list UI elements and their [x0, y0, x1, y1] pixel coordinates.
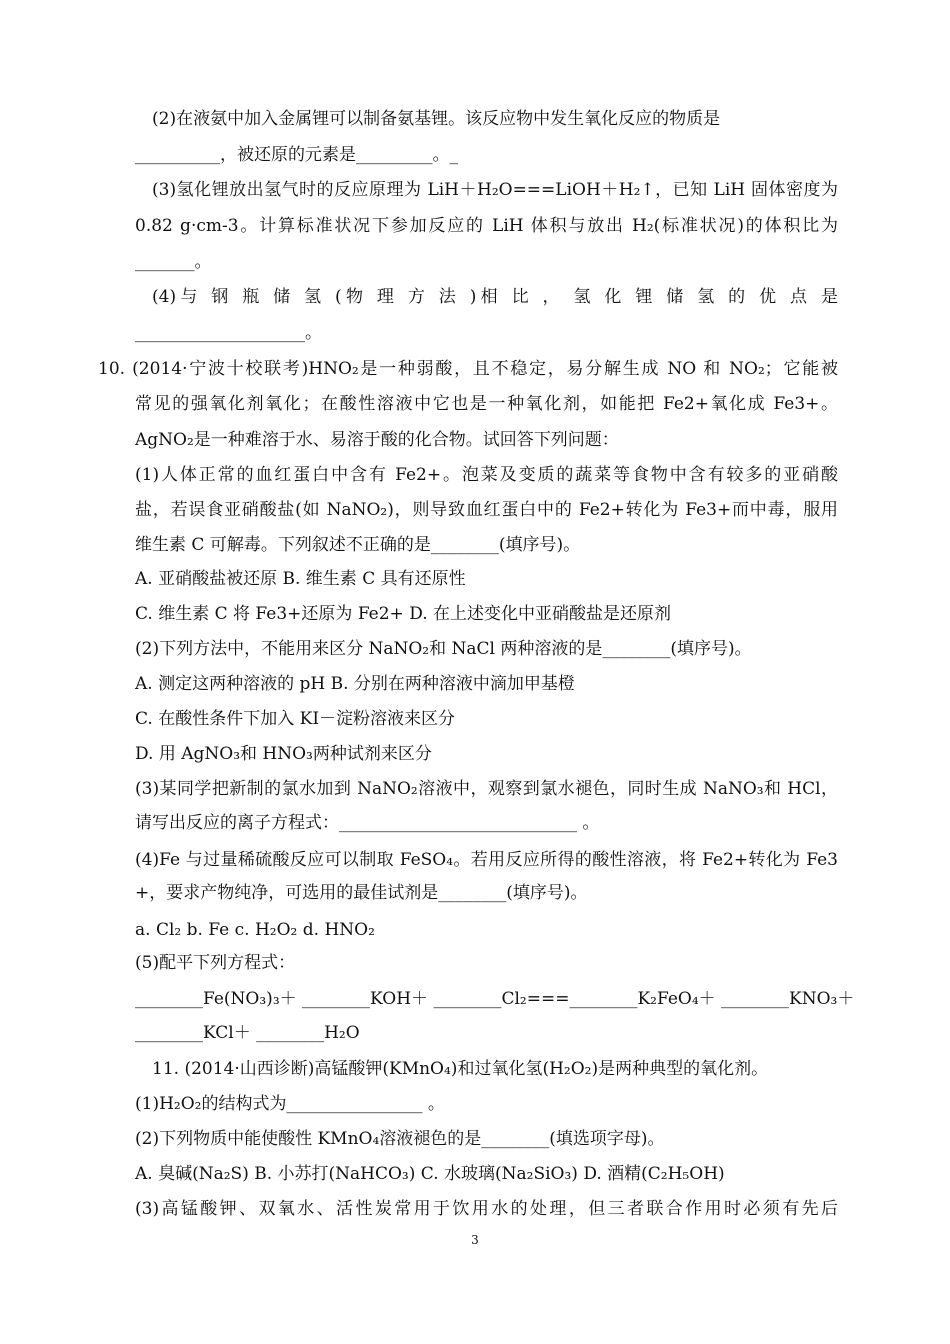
text-line: ____________________。 [135, 323, 322, 343]
text-line: (5)配平下列方程式： [135, 953, 296, 973]
text-line: (2)下列物质中能使酸性 KMnO₄溶液褪色的是________(填选项字母)。 [135, 1129, 665, 1149]
option-line: A. 测定这两种溶液的 pH B. 分别在两种溶液中滴加甲基橙 [135, 674, 575, 694]
text-line: AgNO₂是一种难溶于水、易溶于酸的化合物。试回答下列问题： [135, 430, 619, 450]
text-line: _______。 [135, 252, 212, 272]
option-line: D. 用 AgNO₃和 HNO₃两种试剂来区分 [135, 744, 432, 764]
text-line: (1)人体正常的血红蛋白中含有 Fe2+。泡菜及变质的蔬菜等食物中含有较多的亚硝酸 [135, 465, 838, 485]
text-line: 维生素 C 可解毒。下列叙述不正确的是________(填序号)。 [135, 535, 581, 555]
text-line: 0.82 g·cm-3。计算标准状况下参加反应的 LiH 体积与放出 H₂(标准状况)的体积比为 [135, 216, 838, 236]
option-line: A. 亚硝酸盐被还原 B. 维生素 C 具有还原性 [135, 569, 466, 589]
text-line: 盐，若误食亚硝酸盐(如 NaNO₂)，则导致血红蛋白中的 Fe2+转化为 Fe3+而中毒，服用 [135, 500, 838, 520]
text-line: 常见的强氧化剂氧化；在酸性溶液中它也是一种氧化剂，如能把 Fe2+氧化成 Fe3+。 [135, 394, 838, 414]
option-line: C. 在酸性条件下加入 KI－淀粉溶液来区分 [135, 709, 456, 729]
option-line: C. 维生素 C 将 Fe3+还原为 Fe2+ D. 在上述变化中亚硝酸盐是还原剂 [135, 604, 672, 624]
text-line: (3)高锰酸钾、双氧水、活性炭常用于饮用水的处理，但三者联合作用时必须有先后 [135, 1199, 838, 1219]
text-line: (4)与 钢 瓶 储 氢 (物 理 方 法 )相 比 ， 氢 化 锂 储 氢 的 优 点 是 [152, 287, 838, 307]
text-line: (3)氢化锂放出氢气时的反应原理为 LiH＋H₂O===LiOH＋H₂↑，已知 LiH 固体密度为 [152, 180, 838, 200]
option-line: a. Cl₂ b. Fe c. H₂O₂ d. HNO₂ [135, 920, 375, 940]
text-line: (1)H₂O₂的结构式为________________ 。 [135, 1094, 445, 1114]
text-line: 请写出反应的离子方程式：____________________________ 。 [135, 813, 600, 833]
option-line: A. 臭碱(Na₂S) B. 小苏打(NaHCO₃) C. 水玻璃(Na₂SiO₃) D. 酒精(C₂H₅OH) [135, 1164, 725, 1184]
text-line: (2)在液氨中加入金属锂可以制备氨基锂。该反应物中发生氧化反应的物质是 [152, 109, 721, 129]
text-line: +，要求产物纯净，可选用的最佳试剂是________(填序号)。 [135, 883, 588, 903]
question-11-heading: 11. (2014·山西诊断)高锰酸钾(KMnO₄)和过氧化氢(H₂O₂)是两种典型的氧化剂。 [152, 1059, 769, 1079]
text-line: (2)下列方法中，不能用来区分 NaNO₂和 NaCl 两种溶液的是________(填序号)。 [135, 639, 752, 659]
text-line: (3)某同学把新制的氯水加到 NaNO₂溶液中，观察到氯水褪色，同时生成 NaNO₃和 HCl， [135, 779, 838, 799]
text-line: (4)Fe 与过量稀硫酸反应可以制取 FeSO₄。若用反应所得的酸性溶液，将 Fe2+转化为 Fe3 [135, 850, 838, 870]
equation-line: ________Fe(NO₃)₃＋ ________KOH＋ ________Cl₂===________K₂FeO₄＋ ________KNO₃＋ [135, 989, 855, 1009]
question-10-heading: 10. (2014·宁波十校联考)HNO₂是一种弱酸，且不稳定，易分解生成 NO 和 NO₂；它能被 [98, 359, 838, 379]
text-line: __________，被还原的元素是_________。_ [135, 145, 458, 165]
equation-line: ________KCl＋ ________H₂O [135, 1023, 360, 1043]
page-number: 3 [471, 1233, 479, 1247]
